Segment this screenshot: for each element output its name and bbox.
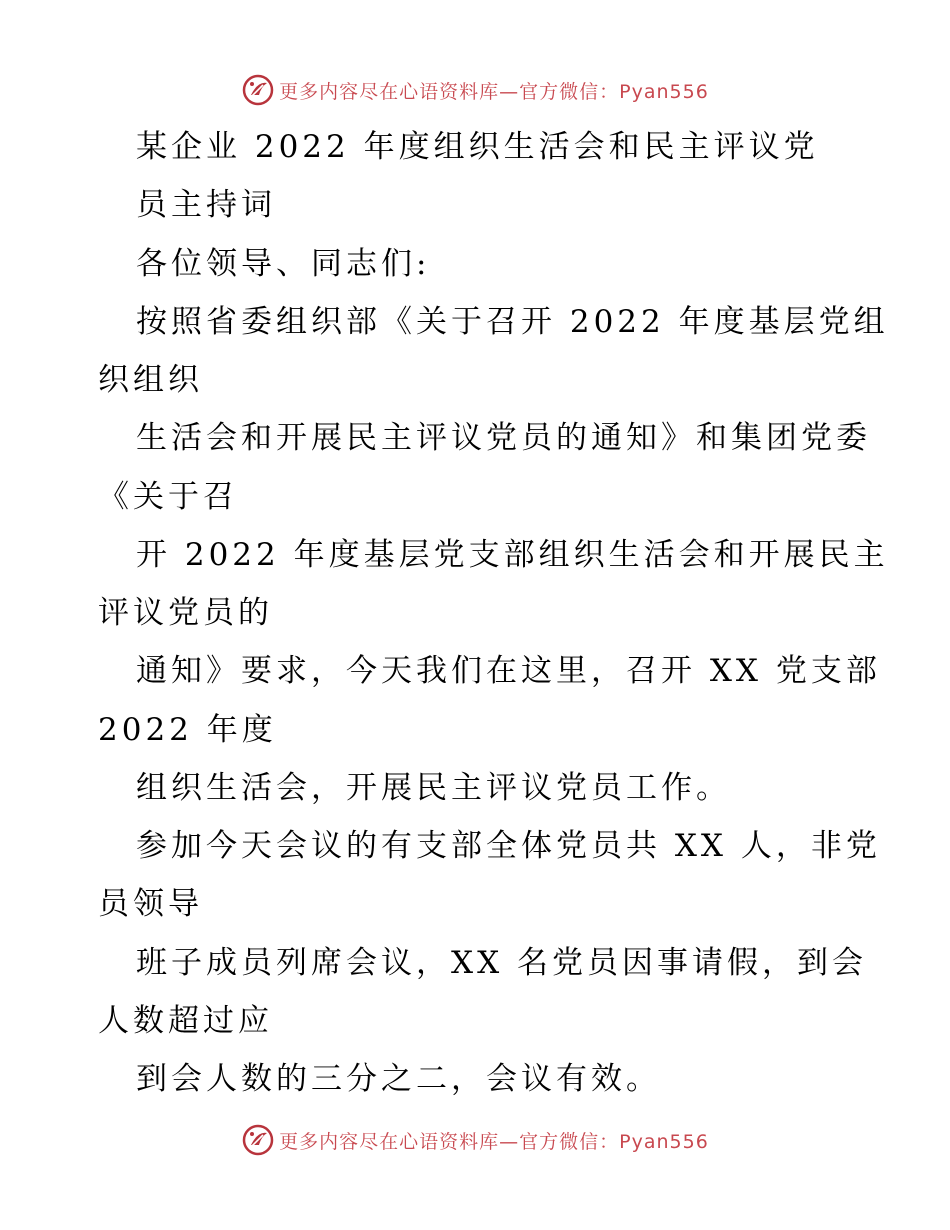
paragraph-line: 班子成员列席会议，XX 名党员因事请假，到会 <box>136 945 867 981</box>
paragraph-line: 通知》要求，今天我们在这里，召开 XX 党支部 <box>136 653 881 689</box>
title-line-2: 员主持词 <box>136 187 276 223</box>
paragraph-line: 评议党员的 <box>98 595 273 631</box>
brand-logo-icon <box>241 73 275 107</box>
paragraph-line: 人数超过应 <box>98 1003 273 1039</box>
footer-banner <box>0 1120 950 1160</box>
paragraph-line: 到会人数的三分之二，会议有效。 <box>136 1061 661 1097</box>
paragraph-line: 组织生活会，开展民主评议党员工作。 <box>136 770 731 806</box>
paragraph-line: 织组织 <box>98 362 203 398</box>
paragraph-line: 员领导 <box>98 886 203 922</box>
paragraph-line: 参加今天会议的有支部全体党员共 XX 人，非党 <box>136 828 881 864</box>
banner-text: 更多内容尽在心语资料库—官方微信：Pyan556 <box>279 1130 709 1153</box>
paragraph-line: 2022 年度 <box>98 712 277 748</box>
paragraph-line: 按照省委组织部《关于召开 2022 年度基层党组 <box>136 304 889 340</box>
paragraph-line: 《关于召 <box>98 479 238 515</box>
title-line-1: 某企业 2022 年度组织生活会和民主评议党 <box>136 129 819 165</box>
header-banner <box>0 70 950 110</box>
banner-text: 更多内容尽在心语资料库—官方微信：Pyan556 <box>279 80 709 103</box>
brand-logo-icon <box>241 1123 275 1157</box>
paragraph-line: 开 2022 年度基层党支部组织生活会和开展民主 <box>136 537 889 573</box>
salutation: 各位领导、同志们: <box>136 246 431 282</box>
paragraph-line: 生活会和开展民主评议党员的通知》和集团党委 <box>136 420 871 456</box>
